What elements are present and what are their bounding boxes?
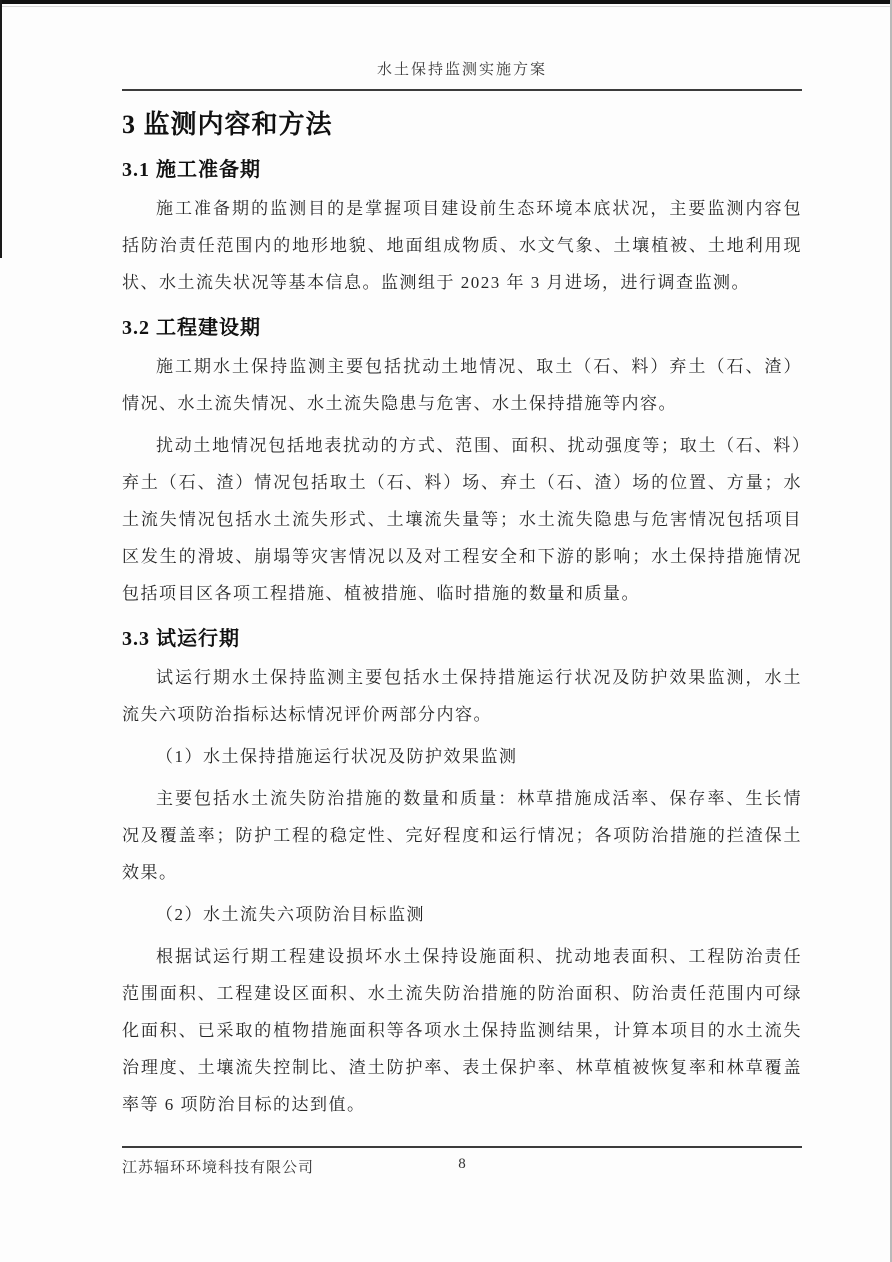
page-content bbox=[122, 0, 802, 1123]
footer-company-name: 江苏辐环环境科技有限公司 bbox=[122, 1160, 315, 1176]
paragraph: 施工准备期的监测目的是掌握项目建设前生态环境本底状况，主要监测内容包括防治责任范围内的地形地貌、地面组成物质、水文气象、土壤植被、土地利用现状、水土流失状况等基本信息。监测组于 2023 年 3 月进场，进行调查监测。 bbox=[122, 199, 802, 292]
paragraph: 根据试运行期工程建设损坏水土保持设施面积、扰动地表面积、工程防治责任范围面积、工程建设区面积、水土流失防治措施的防治面积、防治责任范围内可绿化面积、已采取的植物措施面积等各项水土保持监测结果，计算本项目的水土流失治理度、土壤流失控制比、渣土防护率、表土保护率、林草植被恢复率和林草覆盖率等 6 项防治目标的达到值。 bbox=[122, 947, 802, 1114]
section-heading-3-3: 3.3 试运行期 bbox=[122, 628, 240, 650]
paragraph: 主要包括水土流失防治措施的数量和质量：林草措施成活率、保存率、生长情况及覆盖率；防护工程的稳定性、完好程度和运行情况；各项防治措施的拦渣保土效果。 bbox=[122, 789, 802, 882]
list-item-2: （2）水土流失六项防治目标监测 bbox=[156, 905, 425, 924]
paragraph: 试运行期水土保持监测主要包括水土保持措施运行状况及防护效果监测，水土流失六项防治指标达标情况评价两部分内容。 bbox=[122, 668, 802, 724]
footer-page-number: 8 bbox=[458, 1156, 466, 1172]
chapter-title: 3 监测内容和方法 bbox=[122, 110, 333, 139]
list-item-1: （1）水土保持措施运行状况及防护效果监测 bbox=[156, 747, 518, 766]
paragraph: 扰动土地情况包括地表扰动的方式、范围、面积、扰动强度等；取土（石、料）弃土（石、渣）情况包括取土（石、料）场、弃土（石、渣）场的位置、方量；水土流失情况包括水土流失形式、土壤流失量等；水土流失隐患与危害情况包括项目区发生的滑坡、崩塌等灾害情况以及对工程安全和下游的影响；水土保持措施情况包括项目区各项工程措施、植被措施、临时措施的数量和质量。 bbox=[122, 436, 802, 603]
section-heading-3-1: 3.1 施工准备期 bbox=[122, 159, 261, 181]
scan-edge-left bbox=[0, 0, 2, 258]
page-footer bbox=[122, 1146, 802, 1176]
page-header bbox=[122, 0, 802, 91]
paragraph: 施工期水土保持监测主要包括扰动土地情况、取土（石、料）弃土（石、渣）情况、水土流失情况、水土流失隐患与危害、水土保持措施等内容。 bbox=[122, 357, 802, 413]
header-title: 水土保持监测实施方案 bbox=[376, 62, 547, 78]
section-heading-3-2: 3.2 工程建设期 bbox=[122, 317, 261, 339]
